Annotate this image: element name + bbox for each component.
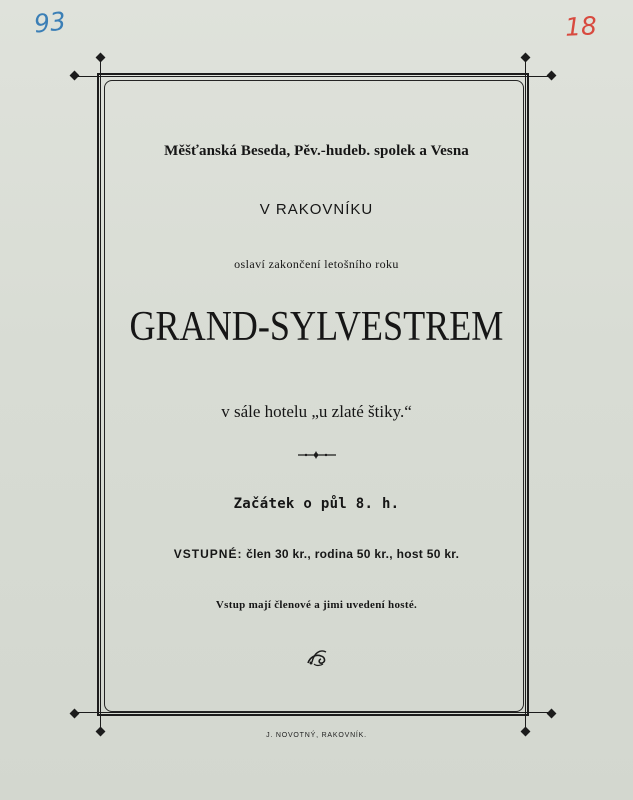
- entry-note: Vstup mají členové a jimi uvedení hosté.: [215, 599, 418, 611]
- printer-credit: J. NOVOTNÝ, RAKOVNÍK.: [266, 732, 367, 739]
- corner-ornament-icon: [96, 53, 106, 63]
- admission-line: [0, 547, 633, 561]
- event-title: GRAND-SYLVESTREM: [129, 304, 504, 350]
- location-line: V RAKOVNÍKU: [259, 201, 374, 218]
- corner-ornament-icon: [521, 53, 531, 63]
- fleuron-icon: [304, 645, 330, 669]
- admission-label: VSTUPNÉ:: [173, 547, 243, 561]
- organizer-heading: Měšťanská Beseda, Pěv.-hudeb. spolek a Vesna: [164, 143, 469, 159]
- left-handwritten-note: 93: [32, 6, 68, 39]
- start-time: Začátek o půl 8. h.: [233, 496, 400, 512]
- event-subtitle: oslaví zakončení letošního roku: [234, 257, 399, 271]
- corner-ornament-icon: [70, 71, 80, 81]
- corner-ornament-icon: [547, 71, 557, 81]
- right-handwritten-note: 18: [564, 11, 598, 42]
- inner-border-frame: [104, 80, 524, 712]
- corner-ornament-icon: [547, 709, 557, 719]
- venue-line: v sále hotelu „u zlaté štiky.“: [221, 402, 412, 421]
- corner-ornament-icon: [70, 709, 80, 719]
- admission-prices: člen 30 kr., rodina 50 kr., host 50 kr.: [246, 547, 460, 561]
- ornamental-divider-icon: [0, 448, 633, 462]
